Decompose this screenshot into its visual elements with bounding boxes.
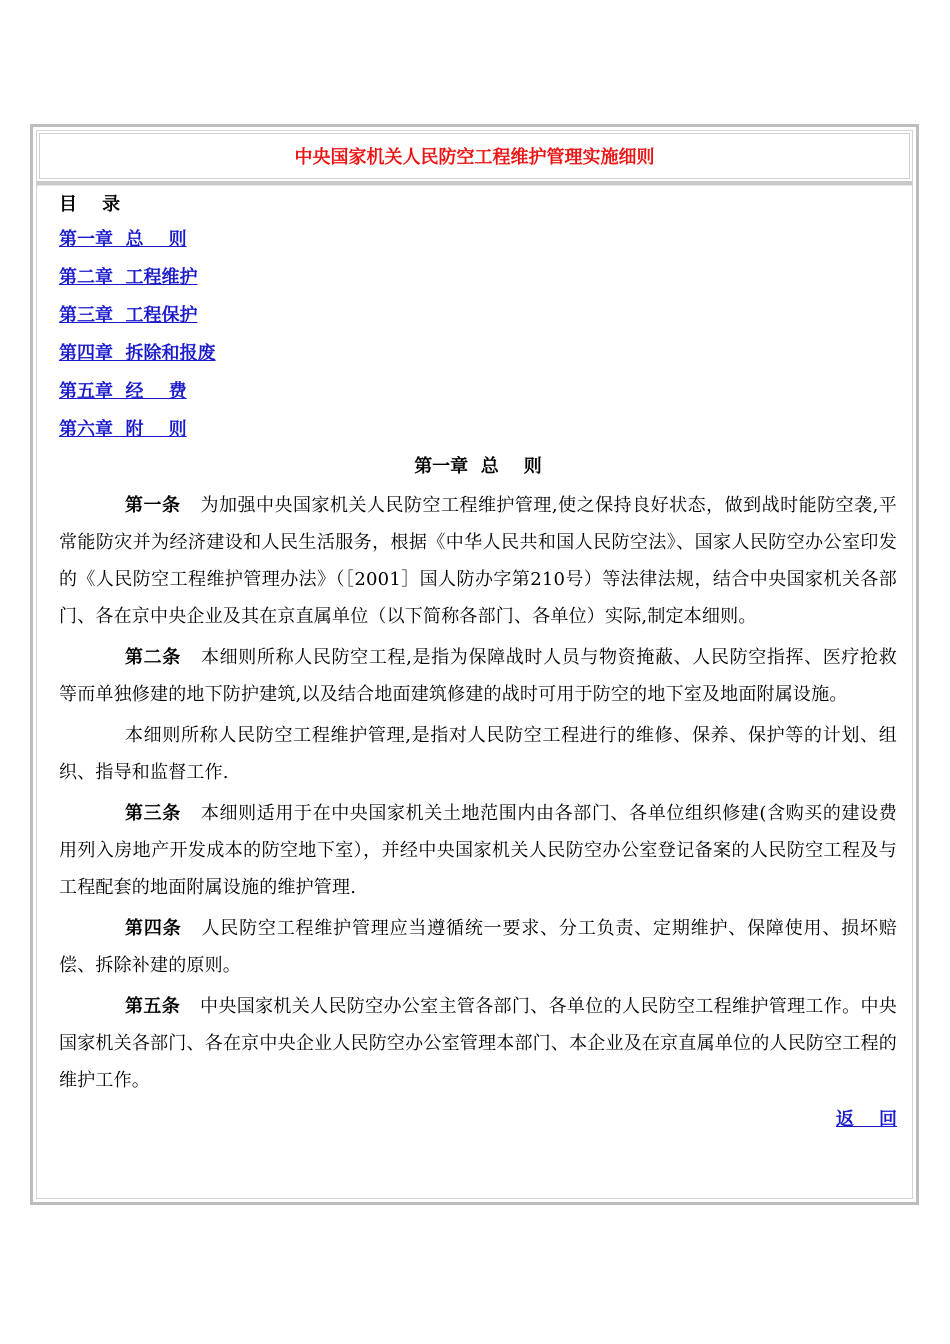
article-4	[59, 910, 897, 984]
article-2-paragraph-2	[59, 717, 897, 791]
article-2	[59, 639, 897, 713]
chapter-heading: 第一章 总 则	[414, 456, 542, 477]
back-row	[59, 1103, 897, 1137]
toc-link-chapter-6[interactable]: 第六章 附 则	[59, 419, 187, 440]
article-label: 第一条	[125, 495, 181, 516]
toc-heading: 目 录	[59, 194, 121, 215]
article-label: 第三条	[125, 803, 181, 824]
article-text: 本细则所称人民防空工程维护管理,是指对人民防空工程进行的维修、保养、保护等的计划、组织、指导和监督工作.	[59, 725, 897, 783]
toc-link-chapter-5[interactable]: 第五章 经 费	[59, 381, 187, 402]
article-3	[59, 795, 897, 906]
toc-item	[59, 259, 897, 297]
article-label: 第二条	[125, 647, 181, 668]
article-1	[59, 487, 897, 635]
toc-item	[59, 335, 897, 373]
article-text: 为加强中央国家机关人民防空工程维护管理,使之保持良好状态，做到战时能防空袭,平常能防灾并为经济建设和人民生活服务，根据《中华人民共和国人民防空法》、国家人民防空办公室印发的《人民防空工程维护管理办法》（［2001］国人防办字第210号）等法律法规，结合中央国家机关各部门、各在京中央企业及其在京直属单位（以下简称各部门、各单位）实际,制定本细则。	[59, 495, 897, 627]
back-link[interactable]: 返 回	[835, 1109, 897, 1130]
article-label: 第四条	[125, 918, 182, 939]
toc-item	[59, 297, 897, 335]
article-text: 本细则适用于在中央国家机关土地范围内由各部门、各单位组织修建(含购买的建设费用列入房地产开发成本的防空地下室），并经中央国家机关人民防空办公室登记备案的人民防空工程及与工程配套的地面附属设施的维护管理.	[59, 803, 897, 898]
toc-link-chapter-3[interactable]: 第三章 工程保护	[59, 305, 198, 326]
toc-link-chapter-1[interactable]: 第一章 总 则	[59, 229, 187, 250]
article-text: 人民防空工程维护管理应当遵循统一要求、分工负责、定期维护、保障使用、损坏赔偿、拆除补建的原则。	[59, 918, 897, 976]
document-frame	[30, 124, 919, 1205]
article-text: 本细则所称人民防空工程,是指为保障战时人员与物资掩蔽、人民防空指挥、医疗抢救等而单独修建的地下防护建筑,以及结合地面建筑修建的战时可用于防空的地下室及地面附属设施。	[59, 647, 897, 705]
toc-link-chapter-4[interactable]: 第四章 拆除和报废	[59, 343, 216, 364]
toc-list	[59, 221, 897, 449]
toc-item	[59, 221, 897, 259]
toc-item	[59, 373, 897, 411]
article-5	[59, 988, 897, 1099]
article-text: 中央国家机关人民防空办公室主管各部门、各单位的人民防空工程维护管理工作。中央国家机关各部门、各在京中央企业人民防空办公室管理本部门、本企业及在京直属单位的人民防空工程的维护工作。	[59, 996, 897, 1091]
document-content	[59, 189, 897, 1137]
toc-item	[59, 411, 897, 449]
document-title: 中央国家机关人民防空工程维护管理实施细则	[294, 147, 655, 168]
title-divider	[37, 181, 912, 186]
toc-link-chapter-2[interactable]: 第二章 工程维护	[59, 267, 198, 288]
article-label: 第五条	[125, 996, 181, 1017]
title-cell	[39, 133, 910, 179]
